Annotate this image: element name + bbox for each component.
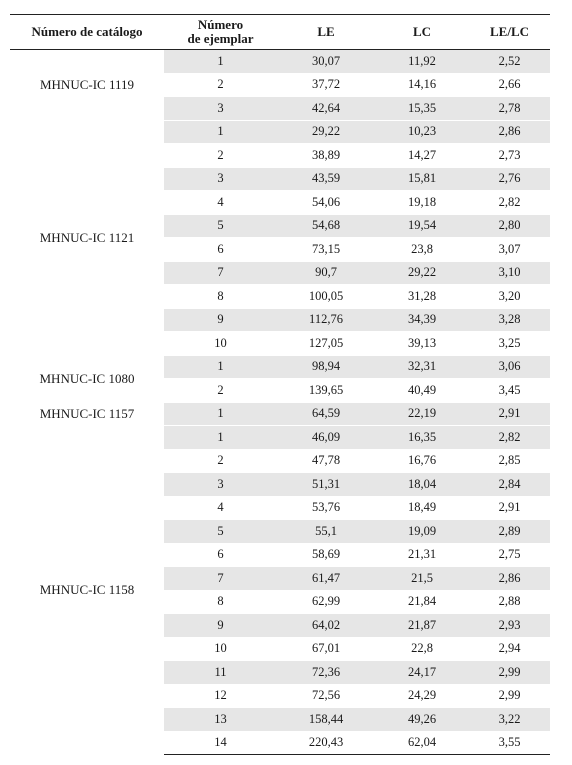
le-cell: 158,44 [277,708,375,732]
specimen-number-cell: 5 [164,214,277,238]
specimen-number-cell: 2 [164,144,277,168]
le-cell: 37,72 [277,73,375,97]
ratio-cell: 3,25 [469,332,550,356]
lc-cell: 18,04 [375,473,469,497]
le-cell: 112,76 [277,308,375,332]
ratio-cell: 2,75 [469,543,550,567]
lc-cell: 49,26 [375,708,469,732]
table-row [10,120,550,144]
specimen-number-cell: 1 [164,355,277,379]
lc-cell: 22,19 [375,402,469,426]
specimen-number-cell: 5 [164,520,277,544]
specimen-number-cell: 3 [164,167,277,191]
specimen-number-cell: 10 [164,332,277,356]
ratio-cell: 2,89 [469,520,550,544]
specimen-number-cell: 3 [164,473,277,497]
lc-cell: 19,18 [375,191,469,215]
le-cell: 43,59 [277,167,375,191]
le-cell: 90,7 [277,261,375,285]
lc-cell: 14,16 [375,73,469,97]
header-specimen-number [164,15,277,50]
lc-cell: 21,87 [375,614,469,638]
le-cell: 29,22 [277,120,375,144]
specimen-number-cell: 2 [164,73,277,97]
ratio-cell: 3,06 [469,355,550,379]
lc-cell: 16,35 [375,426,469,450]
lc-cell: 34,39 [375,308,469,332]
header-le: LE [277,15,375,50]
ratio-cell: 2,66 [469,73,550,97]
le-cell: 62,99 [277,590,375,614]
catalog-number-cell: MHNUC-IC 1158 [10,426,164,755]
le-cell: 51,31 [277,473,375,497]
specimen-number-cell: 2 [164,379,277,403]
le-cell: 139,65 [277,379,375,403]
lc-cell: 62,04 [375,731,469,755]
lc-cell: 24,29 [375,684,469,708]
lc-cell: 21,5 [375,567,469,591]
header-row [10,15,550,50]
header-lc: LC [375,15,469,50]
ratio-cell: 2,86 [469,120,550,144]
ratio-cell: 2,99 [469,684,550,708]
specimen-table-container [10,14,550,755]
table-row [10,355,550,379]
le-cell: 220,43 [277,731,375,755]
ratio-cell: 2,85 [469,449,550,473]
ratio-cell: 2,73 [469,144,550,168]
lc-cell: 24,17 [375,661,469,685]
ratio-cell: 2,91 [469,496,550,520]
specimen-number-cell: 10 [164,637,277,661]
lc-cell: 15,35 [375,97,469,121]
le-cell: 38,89 [277,144,375,168]
lc-cell: 40,49 [375,379,469,403]
specimen-number-cell: 12 [164,684,277,708]
ratio-cell: 3,55 [469,731,550,755]
specimen-number-cell: 1 [164,402,277,426]
le-cell: 53,76 [277,496,375,520]
table-row [10,50,550,74]
specimen-number-cell: 9 [164,308,277,332]
ratio-cell: 2,80 [469,214,550,238]
ratio-cell: 2,94 [469,637,550,661]
lc-cell: 23,8 [375,238,469,262]
ratio-cell: 2,86 [469,567,550,591]
le-cell: 58,69 [277,543,375,567]
lc-cell: 19,09 [375,520,469,544]
le-cell: 54,68 [277,214,375,238]
specimen-number-cell: 1 [164,426,277,450]
specimen-number-cell: 4 [164,496,277,520]
specimen-number-cell: 7 [164,567,277,591]
le-cell: 61,47 [277,567,375,591]
le-cell: 46,09 [277,426,375,450]
le-cell: 98,94 [277,355,375,379]
le-cell: 55,1 [277,520,375,544]
lc-cell: 32,31 [375,355,469,379]
specimen-number-cell: 6 [164,543,277,567]
le-cell: 64,59 [277,402,375,426]
ratio-cell: 2,82 [469,426,550,450]
specimen-number-cell: 2 [164,449,277,473]
ratio-cell: 2,91 [469,402,550,426]
specimen-number-cell: 4 [164,191,277,215]
ratio-cell: 2,76 [469,167,550,191]
le-cell: 72,56 [277,684,375,708]
specimen-number-cell: 7 [164,261,277,285]
specimen-number-cell: 1 [164,50,277,74]
le-cell: 30,07 [277,50,375,74]
header-catalog-number: Número de catálogo [10,15,164,50]
le-cell: 72,36 [277,661,375,685]
table-row [10,402,550,426]
specimen-number-cell: 1 [164,120,277,144]
ratio-cell: 2,84 [469,473,550,497]
specimen-measurements-table [10,14,550,755]
ratio-cell: 2,52 [469,50,550,74]
ratio-cell: 2,78 [469,97,550,121]
ratio-cell: 3,20 [469,285,550,309]
ratio-cell: 3,22 [469,708,550,732]
ratio-cell: 2,88 [469,590,550,614]
ratio-cell: 3,10 [469,261,550,285]
header-le-lc-ratio: LE/LC [469,15,550,50]
le-cell: 54,06 [277,191,375,215]
lc-cell: 15,81 [375,167,469,191]
specimen-number-cell: 13 [164,708,277,732]
lc-cell: 39,13 [375,332,469,356]
lc-cell: 18,49 [375,496,469,520]
lc-cell: 21,84 [375,590,469,614]
le-cell: 73,15 [277,238,375,262]
table-row [10,426,550,450]
specimen-number-cell: 14 [164,731,277,755]
le-cell: 47,78 [277,449,375,473]
specimen-number-cell: 8 [164,285,277,309]
lc-cell: 31,28 [375,285,469,309]
ratio-cell: 3,07 [469,238,550,262]
table-header [10,15,550,50]
le-cell: 64,02 [277,614,375,638]
catalog-number-cell: MHNUC-IC 1080 [10,355,164,402]
ratio-cell: 2,82 [469,191,550,215]
le-cell: 42,64 [277,97,375,121]
lc-cell: 14,27 [375,144,469,168]
ratio-cell: 3,45 [469,379,550,403]
ratio-cell: 2,93 [469,614,550,638]
lc-cell: 11,92 [375,50,469,74]
specimen-number-cell: 6 [164,238,277,262]
ratio-cell: 3,28 [469,308,550,332]
le-cell: 100,05 [277,285,375,309]
lc-cell: 10,23 [375,120,469,144]
lc-cell: 22,8 [375,637,469,661]
specimen-number-cell: 3 [164,97,277,121]
le-cell: 67,01 [277,637,375,661]
catalog-number-cell: MHNUC-IC 1119 [10,50,164,121]
table-body [10,50,550,755]
specimen-number-cell: 8 [164,590,277,614]
lc-cell: 16,76 [375,449,469,473]
lc-cell: 29,22 [375,261,469,285]
catalog-number-cell: MHNUC-IC 1121 [10,120,164,355]
ratio-cell: 2,99 [469,661,550,685]
lc-cell: 19,54 [375,214,469,238]
lc-cell: 21,31 [375,543,469,567]
le-cell: 127,05 [277,332,375,356]
header-specimen-line1: Número [197,17,244,32]
header-specimen-line2: de ejemplar [187,31,254,46]
catalog-number-cell: MHNUC-IC 1157 [10,402,164,426]
specimen-number-cell: 11 [164,661,277,685]
specimen-number-cell: 9 [164,614,277,638]
